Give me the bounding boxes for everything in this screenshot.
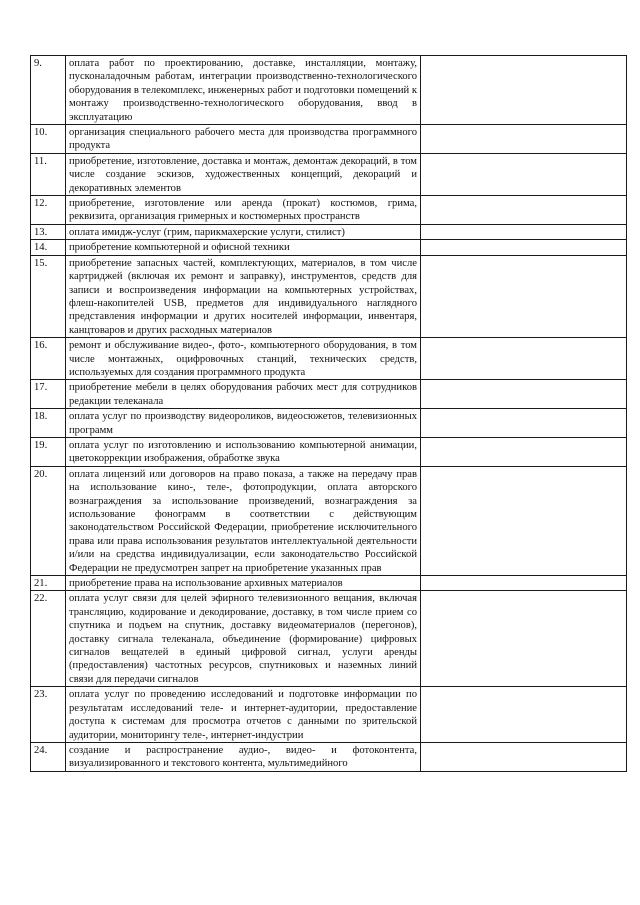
row-blank-cell xyxy=(421,153,627,195)
expense-items-table xyxy=(30,55,627,772)
row-number: 23. xyxy=(31,687,66,743)
row-number: 10. xyxy=(31,125,66,154)
row-number: 21. xyxy=(31,576,66,591)
row-description: приобретение, изготовление или аренда (прокат) костюмов, грима, реквизита, организация гримерных и костюмерных пространств xyxy=(66,196,421,225)
row-number: 12. xyxy=(31,196,66,225)
row-description: приобретение права на использование архивных материалов xyxy=(66,576,421,591)
row-blank-cell xyxy=(421,576,627,591)
table-row xyxy=(31,409,627,438)
row-number: 24. xyxy=(31,742,66,771)
row-number: 17. xyxy=(31,380,66,409)
table-row xyxy=(31,437,627,466)
row-number: 16. xyxy=(31,338,66,380)
row-description: приобретение, изготовление, доставка и монтаж, демонтаж декораций, в том числе создание эскизов, художественных концепций, декораций и декоративных элементов xyxy=(66,153,421,195)
row-description: ремонт и обслуживание видео-, фото-, компьютерного оборудования, в том числе монтажных, оцифровочных станций, технических средств, используемых для создания программного продукта xyxy=(66,338,421,380)
row-blank-cell xyxy=(421,224,627,239)
table-row xyxy=(31,591,627,687)
row-blank-cell xyxy=(421,240,627,255)
row-description: оплата услуг связи для целей эфирного телевизионного вещания, включая трансляцию, кодирование и декодирование, доставку, в том числе прием со спутника и подъем на спутник, доставку видеоматериалов (перегонов), доставку сигнала телеканала, объединение (формирование) цифровых сигналов вещателей в единый цифровой сигнал, услуги аренды (предоставления) частотных ресурсов, спутниковых и наземных линий связи для передачи сигналов xyxy=(66,591,421,687)
row-description: приобретение компьютерной и офисной техники xyxy=(66,240,421,255)
row-number: 13. xyxy=(31,224,66,239)
row-blank-cell xyxy=(421,196,627,225)
row-description: оплата услуг по производству видеороликов, видеосюжетов, телевизионных программ xyxy=(66,409,421,438)
row-blank-cell xyxy=(421,687,627,743)
table-row xyxy=(31,380,627,409)
row-number: 15. xyxy=(31,255,66,337)
table-row xyxy=(31,125,627,154)
row-blank-cell xyxy=(421,125,627,154)
table-row xyxy=(31,742,627,771)
row-blank-cell xyxy=(421,466,627,575)
table-row xyxy=(31,153,627,195)
row-description: оплата имидж-услуг (грим, парикмахерские услуги, стилист) xyxy=(66,224,421,239)
row-description: создание и распространение аудио-, видео- и фотоконтента, визуализированного и текстового контента, мультимедийного xyxy=(66,742,421,771)
row-blank-cell xyxy=(421,742,627,771)
row-blank-cell xyxy=(421,409,627,438)
row-number: 9. xyxy=(31,56,66,125)
row-blank-cell xyxy=(421,380,627,409)
row-number: 22. xyxy=(31,591,66,687)
table-row xyxy=(31,338,627,380)
table-row xyxy=(31,687,627,743)
row-blank-cell xyxy=(421,591,627,687)
table-row xyxy=(31,466,627,575)
row-description: оплата услуг по изготовлению и использованию компьютерной анимации, цветокоррекции изображения, обработке звука xyxy=(66,437,421,466)
row-blank-cell xyxy=(421,338,627,380)
table-row xyxy=(31,255,627,337)
row-description: приобретение запасных частей, комплектующих, материалов, в том числе картриджей (включая их ремонт и заправку), инструментов, средств для записи и воспроизведения информации на компьютерных устройствах, флеш-накопителей USB, предметов для индивидуального наглядного представления информации и других носителей информации, инвентаря, канцтоваров и других расходных материалов xyxy=(66,255,421,337)
table-row xyxy=(31,576,627,591)
row-number: 14. xyxy=(31,240,66,255)
row-number: 18. xyxy=(31,409,66,438)
row-blank-cell xyxy=(421,255,627,337)
row-description: организация специального рабочего места для производства программного продукта xyxy=(66,125,421,154)
table-row xyxy=(31,56,627,125)
row-number: 20. xyxy=(31,466,66,575)
row-description: оплата работ по проектированию, доставке, инсталляции, монтажу, пусконаладочным работам, интеграции производственно-технологического оборудования в телекомплекс, инженерных работ и подготовки помещений к монтажу производственно-технологического оборудования, ввод в эксплуатацию xyxy=(66,56,421,125)
table-row xyxy=(31,196,627,225)
row-blank-cell xyxy=(421,56,627,125)
row-blank-cell xyxy=(421,437,627,466)
row-description: оплата услуг по проведению исследований и подготовке информации по результатам исследований теле- и интернет-аудитории, предоставление доступа к системам для просмотра отчетов с данными по зрительской аудитории, мониторингу теле-, интернет-индустрии xyxy=(66,687,421,743)
row-description: оплата лицензий или договоров на право показа, а также на передачу прав на использование кино-, теле-, фотопродукции, оплата авторского вознаграждения за использование произведений, вознаграждения за использование фонограмм в соответствии с действующим законодательством Российской Федерации, приобретение исключительного права или права использования результатов интеллектуальной деятельности и/или на средства индивидуализации, если законодательство Российской Федерации не предусмотрен запрет на приобретение указанных прав xyxy=(66,466,421,575)
table-row xyxy=(31,240,627,255)
table-row xyxy=(31,224,627,239)
row-number: 11. xyxy=(31,153,66,195)
row-number: 19. xyxy=(31,437,66,466)
row-description: приобретение мебели в целях оборудования рабочих мест для сотрудников редакции телеканала xyxy=(66,380,421,409)
